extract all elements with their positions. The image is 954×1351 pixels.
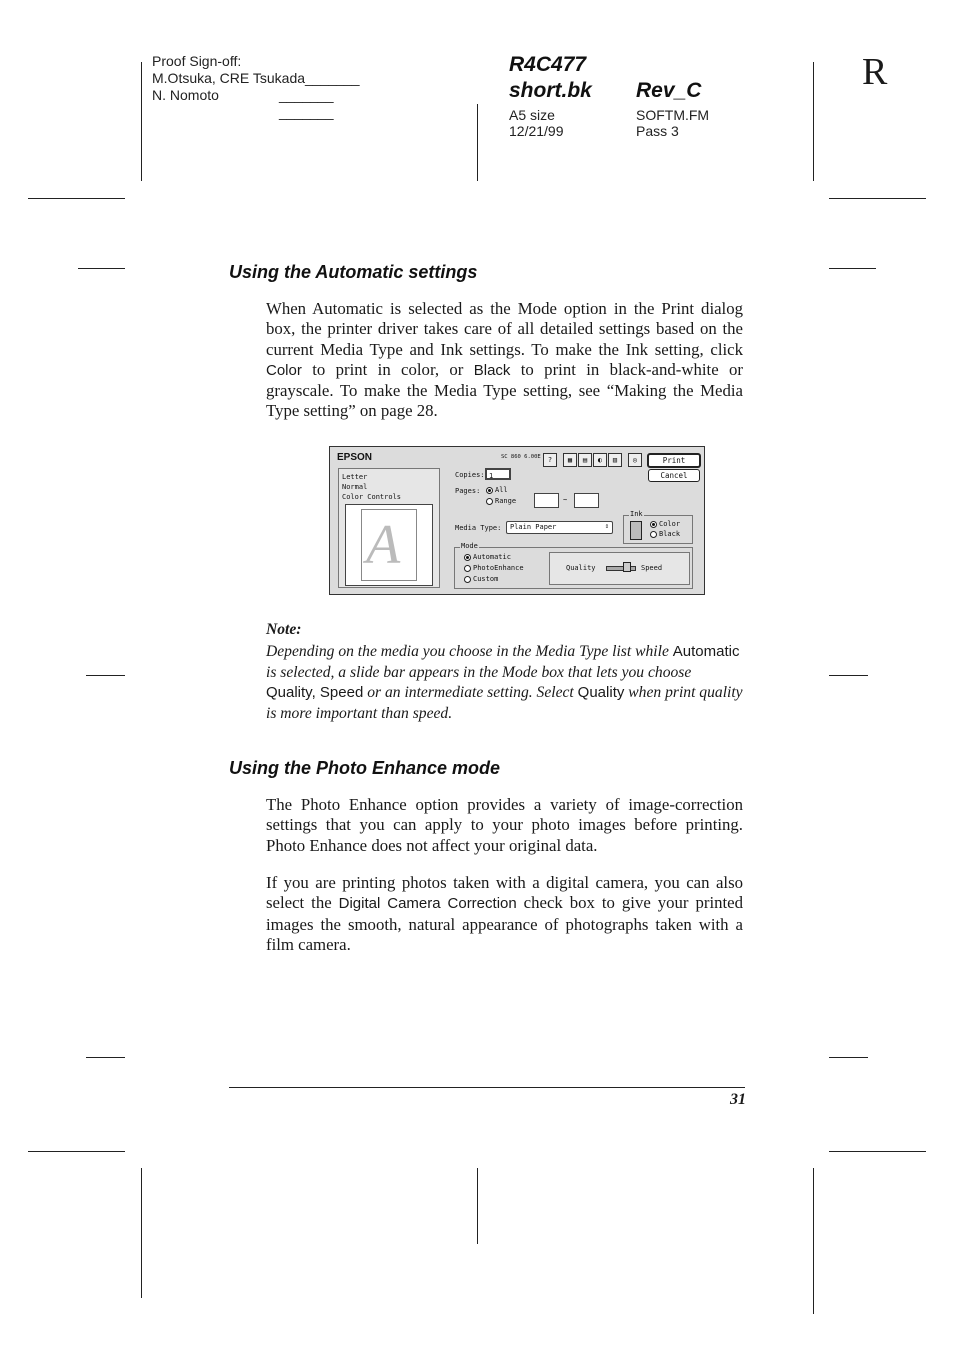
radio-icon (486, 498, 493, 505)
ink-cartridge-icon (630, 521, 642, 540)
printer-model: SC 860 6.00E (501, 454, 541, 460)
radio-label: Black (659, 530, 681, 538)
crop-mark (829, 675, 868, 676)
proof-line: N. Nomoto (152, 87, 219, 103)
text-run: is selected, a slide bar appears in the Mode box that lets you choose (266, 663, 692, 681)
mode-automatic-radio[interactable] (464, 553, 511, 561)
radio-icon (464, 576, 471, 583)
media-type-select[interactable] (506, 521, 613, 534)
pages-all-radio[interactable] (486, 486, 508, 494)
copies-label: Copies: (455, 471, 485, 479)
dropdown-arrow-icon: ⇕ (604, 522, 609, 530)
cancel-button[interactable]: Cancel (648, 469, 700, 482)
crop-mark (141, 1168, 142, 1298)
proof-signoff (152, 53, 392, 104)
range-to-field[interactable] (574, 493, 599, 508)
section-heading: Using the Automatic settings (229, 262, 478, 282)
radio-icon (650, 531, 657, 538)
radio-label: Custom (473, 575, 499, 583)
body-paragraph (266, 299, 743, 422)
radio-icon (464, 565, 471, 572)
crop-mark (78, 268, 125, 269)
mode-photoenhance-radio[interactable] (464, 564, 524, 572)
utility-icon[interactable]: ▥ (608, 453, 622, 467)
crop-mark (86, 1057, 125, 1058)
ui-term: Quality (577, 684, 625, 701)
media-type-label: Media Type: (455, 524, 502, 532)
text-run: or an intermediate setting. Select (363, 684, 578, 701)
summary-quality: Normal (342, 483, 368, 491)
proof-line: Proof Sign-off: (152, 53, 242, 69)
layout-icon[interactable]: ▦ (563, 453, 577, 467)
ink-color-radio[interactable] (650, 520, 680, 528)
radio-label: All (495, 486, 508, 494)
text-run: check box to give your printed images the smooth, natural appearance of photographs taken with a film camera. (266, 893, 744, 954)
range-from-field[interactable] (534, 493, 559, 508)
ink-icon[interactable]: ◐ (593, 453, 607, 467)
slider-thumb[interactable] (623, 562, 631, 572)
pages-range-radio[interactable] (486, 497, 516, 505)
text-run: Depending on the media you choose in the Media Type list while (266, 643, 673, 660)
page-number: 31 (730, 1091, 746, 1108)
ui-term: Speed (319, 684, 364, 701)
print-dialog (329, 446, 705, 595)
ui-term: Color (266, 361, 302, 379)
text-run: when print quality is more important than speed. (266, 684, 743, 722)
pages-label: Pages: (455, 487, 481, 495)
mode-label: Mode (461, 542, 478, 550)
quality-label: Quality (566, 564, 596, 572)
preview-icon[interactable]: ◎ (628, 453, 642, 467)
note-title: Note: (266, 621, 302, 638)
page-icon[interactable]: ▤ (578, 453, 592, 467)
crop-mark (829, 268, 876, 269)
summary-panel (338, 468, 440, 588)
ui-term: Black (473, 361, 511, 379)
preview-letter: A (366, 514, 401, 576)
text-run: If you are printing photos taken with a digital camera, you can also select the (266, 873, 743, 913)
signoff-blank: _______ (279, 87, 334, 103)
range-separator: ~ (563, 496, 568, 504)
paper-size: A5 size (509, 107, 555, 123)
text-run: , (311, 684, 320, 701)
radio-selected-icon (650, 521, 657, 528)
slider-track[interactable] (606, 566, 636, 571)
ui-term: Automatic (672, 643, 740, 660)
proof-line: M.Otsuka, CRE Tsukada_______ (152, 70, 360, 86)
brand-logo: EPSON (337, 452, 373, 463)
summary-paper: Letter (342, 473, 368, 481)
text-run: When Automatic is selected as the Mode option in the Print dialog box, the printer driver takes care of all detailed settings based on the current Media Type and Ink settings. To make the Ink setting, click (266, 299, 743, 359)
radio-label: Automatic (473, 553, 511, 561)
speed-label: Speed (641, 564, 663, 572)
frame-file: SOFTM.FM (636, 107, 710, 123)
tab-letter: R (862, 51, 888, 93)
body-paragraph (266, 873, 743, 955)
pass-number: Pass 3 (636, 123, 679, 139)
footer-rule (229, 1087, 745, 1088)
summary-color: Color Controls (342, 493, 402, 501)
text-run: to print in color, or (301, 359, 474, 379)
radio-selected-icon (464, 554, 471, 561)
ink-black-radio[interactable] (650, 530, 680, 538)
crop-mark (813, 62, 814, 181)
signoff-blank: _______ (279, 104, 334, 120)
crop-mark (28, 1151, 125, 1152)
page-preview (361, 509, 417, 581)
quality-speed-panel (549, 552, 690, 585)
crop-mark (813, 1168, 814, 1314)
help-icon[interactable]: ? (543, 453, 557, 467)
media-type-value: Plain Paper (510, 523, 557, 531)
crop-mark (829, 1057, 868, 1058)
crop-mark (829, 1151, 926, 1152)
crop-mark (28, 198, 125, 199)
note-body (266, 642, 744, 724)
crop-mark (477, 104, 478, 181)
mode-custom-radio[interactable] (464, 575, 498, 583)
section-heading: Using the Photo Enhance mode (229, 758, 501, 778)
radio-label: PhotoEnhance (473, 564, 524, 572)
crop-mark (141, 62, 142, 181)
ui-term: Quality (266, 684, 312, 701)
doc-date: 12/21/99 (509, 123, 564, 139)
radio-selected-icon (486, 487, 493, 494)
crop-mark (477, 1168, 478, 1244)
print-button[interactable]: Print (647, 453, 701, 468)
body-paragraph: The Photo Enhance option provides a variety of image-correction settings that you can apply to your photo images before printing. Photo Enhance does not affect your original data. (266, 795, 743, 855)
doc-file: short.bk (509, 79, 592, 102)
ink-label: Ink (630, 510, 643, 518)
preview-frame (345, 504, 433, 586)
copies-field[interactable]: 1 (485, 468, 511, 480)
crop-mark (86, 675, 125, 676)
revision: Rev_C (636, 79, 702, 102)
ui-term: Digital Camera Correction (338, 895, 517, 913)
radio-label: Color (659, 520, 681, 528)
crop-mark (829, 198, 926, 199)
text-run: to print in black-and-white or grayscale. To make the Media Type setting, see “Making the Media Type setting” on page 28. (266, 359, 743, 421)
ink-group (623, 510, 693, 544)
radio-label: Range (495, 497, 517, 505)
doc-code: R4C477 (509, 53, 587, 76)
mode-group (454, 542, 693, 589)
